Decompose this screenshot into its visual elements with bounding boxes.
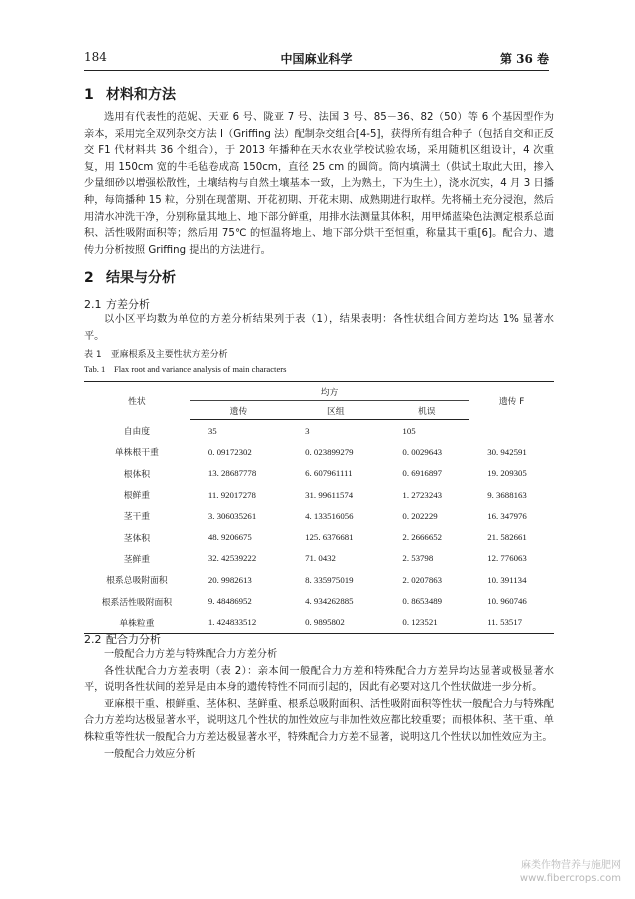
page-number: 184 bbox=[84, 50, 107, 64]
table-row bbox=[84, 484, 554, 505]
f-cell: 10. 391134 bbox=[487, 574, 527, 585]
f-cell: 21. 582661 bbox=[487, 532, 527, 543]
subsection-title: 方差分析 bbox=[106, 298, 150, 311]
section-number: 2 bbox=[84, 270, 94, 286]
table-row bbox=[84, 526, 554, 547]
block-cell: 6. 607961111 bbox=[305, 468, 353, 479]
subsection-number: 2.2 bbox=[84, 633, 102, 646]
trait-cell: 根系活性吸附面积 bbox=[101, 597, 173, 608]
genetic-cell: 1. 424833512 bbox=[190, 612, 287, 634]
subsection-title: 配合力分析 bbox=[106, 633, 161, 646]
genetic-cell: 3. 306035261 bbox=[207, 510, 257, 521]
f-cell: 12. 776063 bbox=[487, 553, 527, 564]
block-cell: 0. 9895802 bbox=[287, 612, 384, 634]
combining-paragraph-1: 各性状配合力方差表明（表 2）：亲本间一般配合力方差和特殊配合力方差异均达显著或极显著水平，说明各性状间的差异是由本身的遗传特性不同而引起的，因此有必要对这几个性状做进一步分析。 bbox=[84, 665, 554, 694]
watermark-url: www.fibercrops.com bbox=[519, 873, 621, 884]
trait-cell: 茎干重 bbox=[123, 512, 151, 523]
trait-cell: 根系总吸附面积 bbox=[106, 576, 168, 587]
section-1 bbox=[84, 84, 554, 104]
genetic-cell: 13. 28687778 bbox=[207, 468, 257, 479]
table-row bbox=[84, 569, 554, 590]
header-trait: 性状 bbox=[84, 382, 190, 420]
header-mean-square: 均方 bbox=[190, 382, 469, 401]
block-cell: 0. 023899279 bbox=[305, 446, 354, 457]
trait-cell: 茎体积 bbox=[123, 533, 151, 544]
header-genetic: 遗传 bbox=[190, 401, 287, 420]
error-cell: 1. 2723243 bbox=[402, 489, 443, 500]
table-row bbox=[84, 548, 554, 569]
genetic-cell: 9. 48486952 bbox=[207, 596, 252, 607]
section-title: 材料和方法 bbox=[106, 87, 176, 103]
watermark-title: 麻类作物营养与施肥网 bbox=[521, 860, 621, 871]
subsection-2-2-body bbox=[84, 647, 554, 763]
f-cell bbox=[469, 420, 554, 442]
genetic-cell: 11. 92017278 bbox=[207, 489, 256, 500]
section-number: 1 bbox=[84, 87, 94, 103]
gca-sca-subheading: 一般配合力方差与特殊配合力方差分析 bbox=[104, 649, 278, 660]
block-cell: 4. 133516056 bbox=[305, 510, 354, 521]
genetic-cell: 0. 09172302 bbox=[207, 446, 252, 457]
journal-name: 中国麻业科学 bbox=[280, 52, 353, 66]
section-2 bbox=[84, 267, 554, 287]
block-cell: 4. 934262885 bbox=[305, 596, 354, 607]
variance-paragraph: 以小区平均数为单位的方差分析结果列于表（1），结果表明：各性状组合间方差均达 1% 显著水平。 bbox=[84, 314, 554, 342]
trait-cell: 根鲜重 bbox=[123, 491, 151, 502]
subsection-number: 2.1 bbox=[84, 298, 102, 311]
block-cell: 31. 99611574 bbox=[305, 489, 354, 500]
error-cell: 2. 2666652 bbox=[402, 532, 443, 543]
section-1-heading bbox=[84, 84, 554, 104]
genetic-cell: 32. 42539222 bbox=[207, 553, 257, 564]
methods-paragraph: 选用有代表性的范妮、天亚 6 号、陇亚 7 号、法国 3 号、85－36、82（50）等 6 个基因型作为亲本，采用完全双列杂交方法 Ⅰ（Griffing 法）配制杂交组合[4-5]，获得所有组合种子（包括自交和正反交 F1 代材料共 36 个组合），于 2013 年播种在天水农业学校试验农场，采用随机区组设计，4 次重复，用 150cm 宽的牛毛毡卷成高 150cm，直径 25 cm 的圆筒。筒内填满土（供试土取此大田，掺入少量细砂以增强松散性，土壤结构与自然土壤基本一致，上为熟土，下为生土），浇水沉实，4 月 3 日播种，每筒播种 15 粒，分别在现蕾期、开花初期、开花末期、成熟期进行取样。先将桶土充分浸泡，然后用清水冲洗干净，分别称量其地上、地下部分鲜重，用排水法测量其体积，用甲烯蓝染色法测定根系总面积、活性吸附面积等；然后用 75℃ 的恒温将地上、地下部分烘干至恒重，称量其干重[6]。配合力、遗传力分析按照 Griffing 提出的方法进行。 bbox=[84, 112, 554, 256]
gca-effect-subheading: 一般配合力效应分析 bbox=[104, 748, 196, 760]
trait-cell: 自由度 bbox=[123, 426, 151, 437]
subsection-2-2 bbox=[84, 631, 554, 647]
subsection-2-2-heading bbox=[84, 631, 554, 647]
watermark bbox=[520, 859, 621, 885]
f-cell: 30. 942591 bbox=[487, 446, 527, 457]
f-cell: 16. 347976 bbox=[487, 510, 527, 521]
subsection-2-1 bbox=[84, 296, 554, 312]
error-cell: 105 bbox=[402, 425, 416, 436]
f-cell: 9. 3688163 bbox=[487, 489, 527, 500]
table-row bbox=[84, 505, 554, 526]
error-cell: 0. 6916897 bbox=[402, 468, 443, 479]
section-2-heading bbox=[84, 267, 554, 287]
table-row bbox=[84, 463, 554, 484]
error-cell: 0. 8653489 bbox=[402, 596, 443, 607]
block-cell: 3 bbox=[305, 425, 310, 436]
error-cell: 0. 123521 bbox=[384, 612, 469, 634]
block-cell: 125. 6376681 bbox=[305, 532, 354, 543]
header-error: 机误 bbox=[384, 401, 469, 420]
block-cell: 71. 0432 bbox=[305, 553, 336, 564]
combining-paragraph-2: 亚麻根干重、根鲜重、茎体积、茎鲜重、根系总吸附面积、活性吸附面积等性状一般配合力与特殊配合力方差均达极显著水平，说明这几个性状的加性效应与非加性效应都比较重要；而根体积、茎干重、单株粒重等性状一般配合力方差达极显著水平，特殊配合力方差不显著，说明这几个性状以加性效应为主。 bbox=[84, 698, 554, 743]
running-header bbox=[84, 50, 549, 68]
volume-label: 第 36 卷 bbox=[499, 52, 549, 66]
genetic-cell: 35 bbox=[207, 425, 217, 436]
error-cell: 0. 202229 bbox=[402, 510, 438, 521]
genetic-cell: 20. 9982613 bbox=[207, 574, 252, 585]
table-row bbox=[84, 590, 554, 611]
genetic-cell: 48. 9206675 bbox=[207, 532, 252, 543]
trait-cell: 单株粒重 bbox=[84, 612, 190, 634]
table-caption-cn: 表 1 亚麻根系及主要性状方差分析 bbox=[84, 350, 228, 360]
table-caption-en: Tab. 1 Flax root and variance analysis of main characters bbox=[84, 364, 287, 374]
header-genetic-f: 遗传 F bbox=[469, 382, 554, 420]
subsection-2-1-heading bbox=[84, 296, 554, 312]
block-cell: 8. 335975019 bbox=[305, 574, 354, 585]
table-row bbox=[84, 441, 554, 462]
f-cell: 11. 53517 bbox=[469, 612, 554, 634]
table-1-captions bbox=[84, 348, 554, 376]
table-row bbox=[84, 420, 554, 442]
f-cell: 19. 209305 bbox=[487, 468, 527, 479]
header-block: 区组 bbox=[287, 401, 384, 420]
error-cell: 2. 53798 bbox=[402, 553, 434, 564]
variance-table bbox=[84, 381, 554, 634]
trait-cell: 根体积 bbox=[123, 469, 151, 480]
error-cell: 0. 0029643 bbox=[402, 446, 443, 457]
error-cell: 2. 0207863 bbox=[402, 574, 443, 585]
section-1-body bbox=[84, 110, 554, 259]
f-cell: 10. 960746 bbox=[487, 596, 527, 607]
subsection-2-1-body bbox=[84, 312, 554, 345]
section-title: 结果与分析 bbox=[106, 270, 176, 286]
header-rule bbox=[84, 70, 549, 71]
trait-cell: 单株根干重 bbox=[114, 448, 159, 459]
trait-cell: 茎鲜重 bbox=[123, 554, 151, 565]
